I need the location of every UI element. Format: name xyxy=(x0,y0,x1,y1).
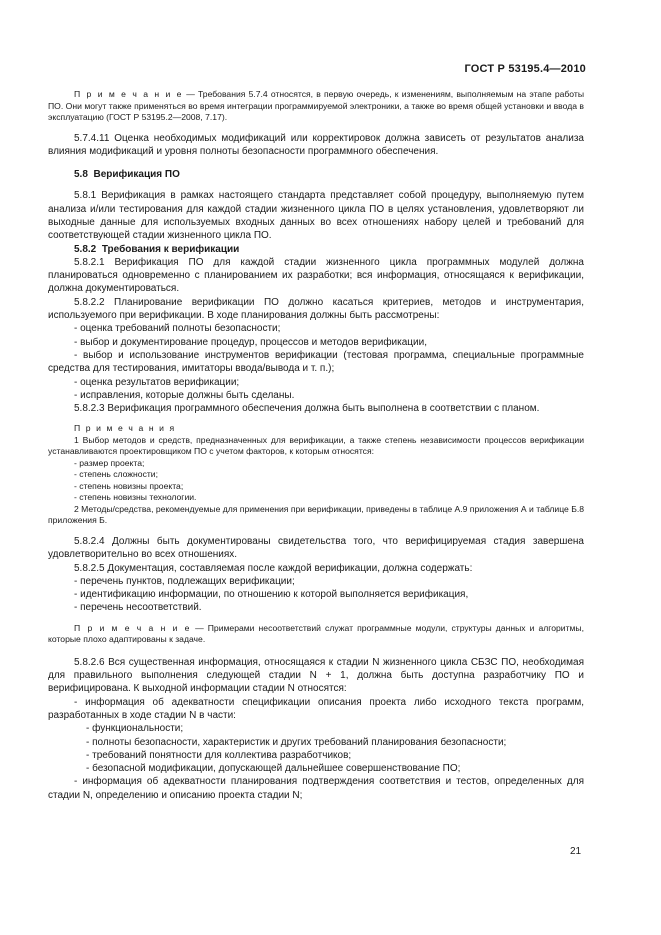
note-item-2: 2 Методы/средства, рекомендуемые для применения при верификации, приведены в таблице А.9 приложения А и таблице Б.8 приложения Б. xyxy=(48,503,585,526)
list-item: - функциональности; xyxy=(86,723,184,735)
list-item: - перечень пунктов, подлежащих верификации; xyxy=(74,575,295,587)
list-item: - выбор и документирование процедур, процессов и методов верификации, xyxy=(74,336,427,348)
page-number: 21 xyxy=(570,846,582,857)
note-label: П р и м е ч а н и е xyxy=(74,622,192,633)
list-item: - перечень несоответствий. xyxy=(74,602,202,614)
paragraph-5-8-2-2: 5.8.2.2 Планирование верификации ПО должно касаться критериев, методов и инструментария, используемого при верификации. В ходе планирования должны быть рассмотрены: xyxy=(48,296,584,322)
notes-label: П р и м е ч а н и я xyxy=(74,423,176,434)
note-text: — Требования 5.7.4 относятся, в первую очередь, к изменениям, выполняемым на этапе работы ПО. Они могут также применяться во время интеграции программируемой электроники, а также во время общей установки и ввода в эксплуатацию (ГОСТ Р 53195.2—2008, 7.17). xyxy=(48,89,585,122)
list-item: - требований понятности для коллектива разработчиков; xyxy=(86,749,352,761)
paragraph-5-8-2-3: 5.8.2.3 Верификация программного обеспечения должна быть выполнена в соответствии с планом. xyxy=(74,403,540,415)
page-body xyxy=(48,89,584,802)
list-item: - безопасной модификации, допускающей дальнейшее совершенствование ПО; xyxy=(86,763,461,775)
section-heading-5-8-2 xyxy=(48,243,584,256)
list-item: - оценка результатов верификации; xyxy=(74,376,240,388)
paragraph-5-8-1: 5.8.1 Верификация в рамках настоящего стандарта представляет собой процедуру, выполняемую путем анализа и/или тестирования для каждой стадии жизненного цикла ПО в целях установления, удовлетворяют ли выходные данные для используемых входных данных во всех отношениях набору целей и требований для соответствующей стадии жизненного цикла ПО. xyxy=(48,190,584,242)
list-item: - выбор и использование инструментов верификации (тестовая программа, специальные программные средства для тестирования, имитаторы ввода/вывода и т. п.); xyxy=(48,349,584,375)
document-header: ГОСТ Р 53195.4—2010 xyxy=(464,63,586,75)
note-block xyxy=(48,623,584,646)
paragraph-5-8-2-6: 5.8.2.6 Вся существенная информация, относящаяся к стадии N жизненного цикла СБЗС ПО, необходимая для правильного выполнения следующей стадии N + 1, должна быть доступна разработчику ПО и верифицирована. К выходной информации стадии N относятся: xyxy=(48,656,584,695)
paragraph-5-7-4-11: 5.7.4.11 Оценка необходимых модификаций или корректировок должна зависеть от результатов анализа влияния модификаций и уровня полноты безопасности программного обеспечения. xyxy=(48,132,584,157)
list-item: - оценка требований полноты безопасности; xyxy=(74,323,281,335)
list-item: - полноты безопасности, характеристик и других требований планирования безопасности; xyxy=(86,736,507,748)
paragraph-5-8-2-5: 5.8.2.5 Документация, составляемая после каждой верификации, должна содержать: xyxy=(74,562,473,574)
note-label: П р и м е ч а н и е xyxy=(74,89,184,99)
note-text: — Примерами несоответствий служат программные модули, структуры данных и алгоритмы, которые плохо адаптированы к задаче. xyxy=(48,622,584,645)
list-item: - информация об адекватности планирования подтверждения соответствия и тестов, определенных для стадии N, определению и описанию проекта стадии N; xyxy=(48,776,584,801)
list-item: - идентификацию информации, по отношению к которой выполняется верификация, xyxy=(74,589,469,601)
section-number: 5.8.2 xyxy=(74,243,97,255)
paragraph-5-8-2-1: 5.8.2.1 Верификация ПО для каждой стадии жизненного цикла программных модулей должна планироваться одновременно с планированием их разработки; вся информация, относящаяся к верификации, должна документироваться. xyxy=(48,256,584,295)
note-item-1: 1 Выбор методов и средств, предназначенных для верификации, а также степень независимости процессов верификации устанавливаются проектировщиком ПО с учетом факторов, к которым относятся: xyxy=(48,434,584,457)
list-item: - размер проекта; xyxy=(74,457,145,468)
section-heading-5-8 xyxy=(48,168,584,181)
list-item: - степень новизны технологии. xyxy=(74,492,197,503)
section-title: Верификация ПО xyxy=(93,169,180,181)
section-number: 5.8 xyxy=(74,169,88,181)
list-item: - степень новизны проекта; xyxy=(74,480,184,491)
note-block xyxy=(48,89,584,124)
section-title: Требования к верификации xyxy=(101,243,240,255)
list-item: - информация об адекватности спецификации описания проекта либо исходного текста программ, разработанных в ходе стадии N в части: xyxy=(48,696,584,721)
list-item: - исправления, которые должны быть сделаны. xyxy=(74,389,295,401)
paragraph-5-8-2-4: 5.8.2.4 Должны быть документированы свидетельства того, что верифицируемая стадия завершена удовлетворительно во всех отношениях. xyxy=(48,535,584,561)
list-item: - степень сложности; xyxy=(74,469,158,480)
